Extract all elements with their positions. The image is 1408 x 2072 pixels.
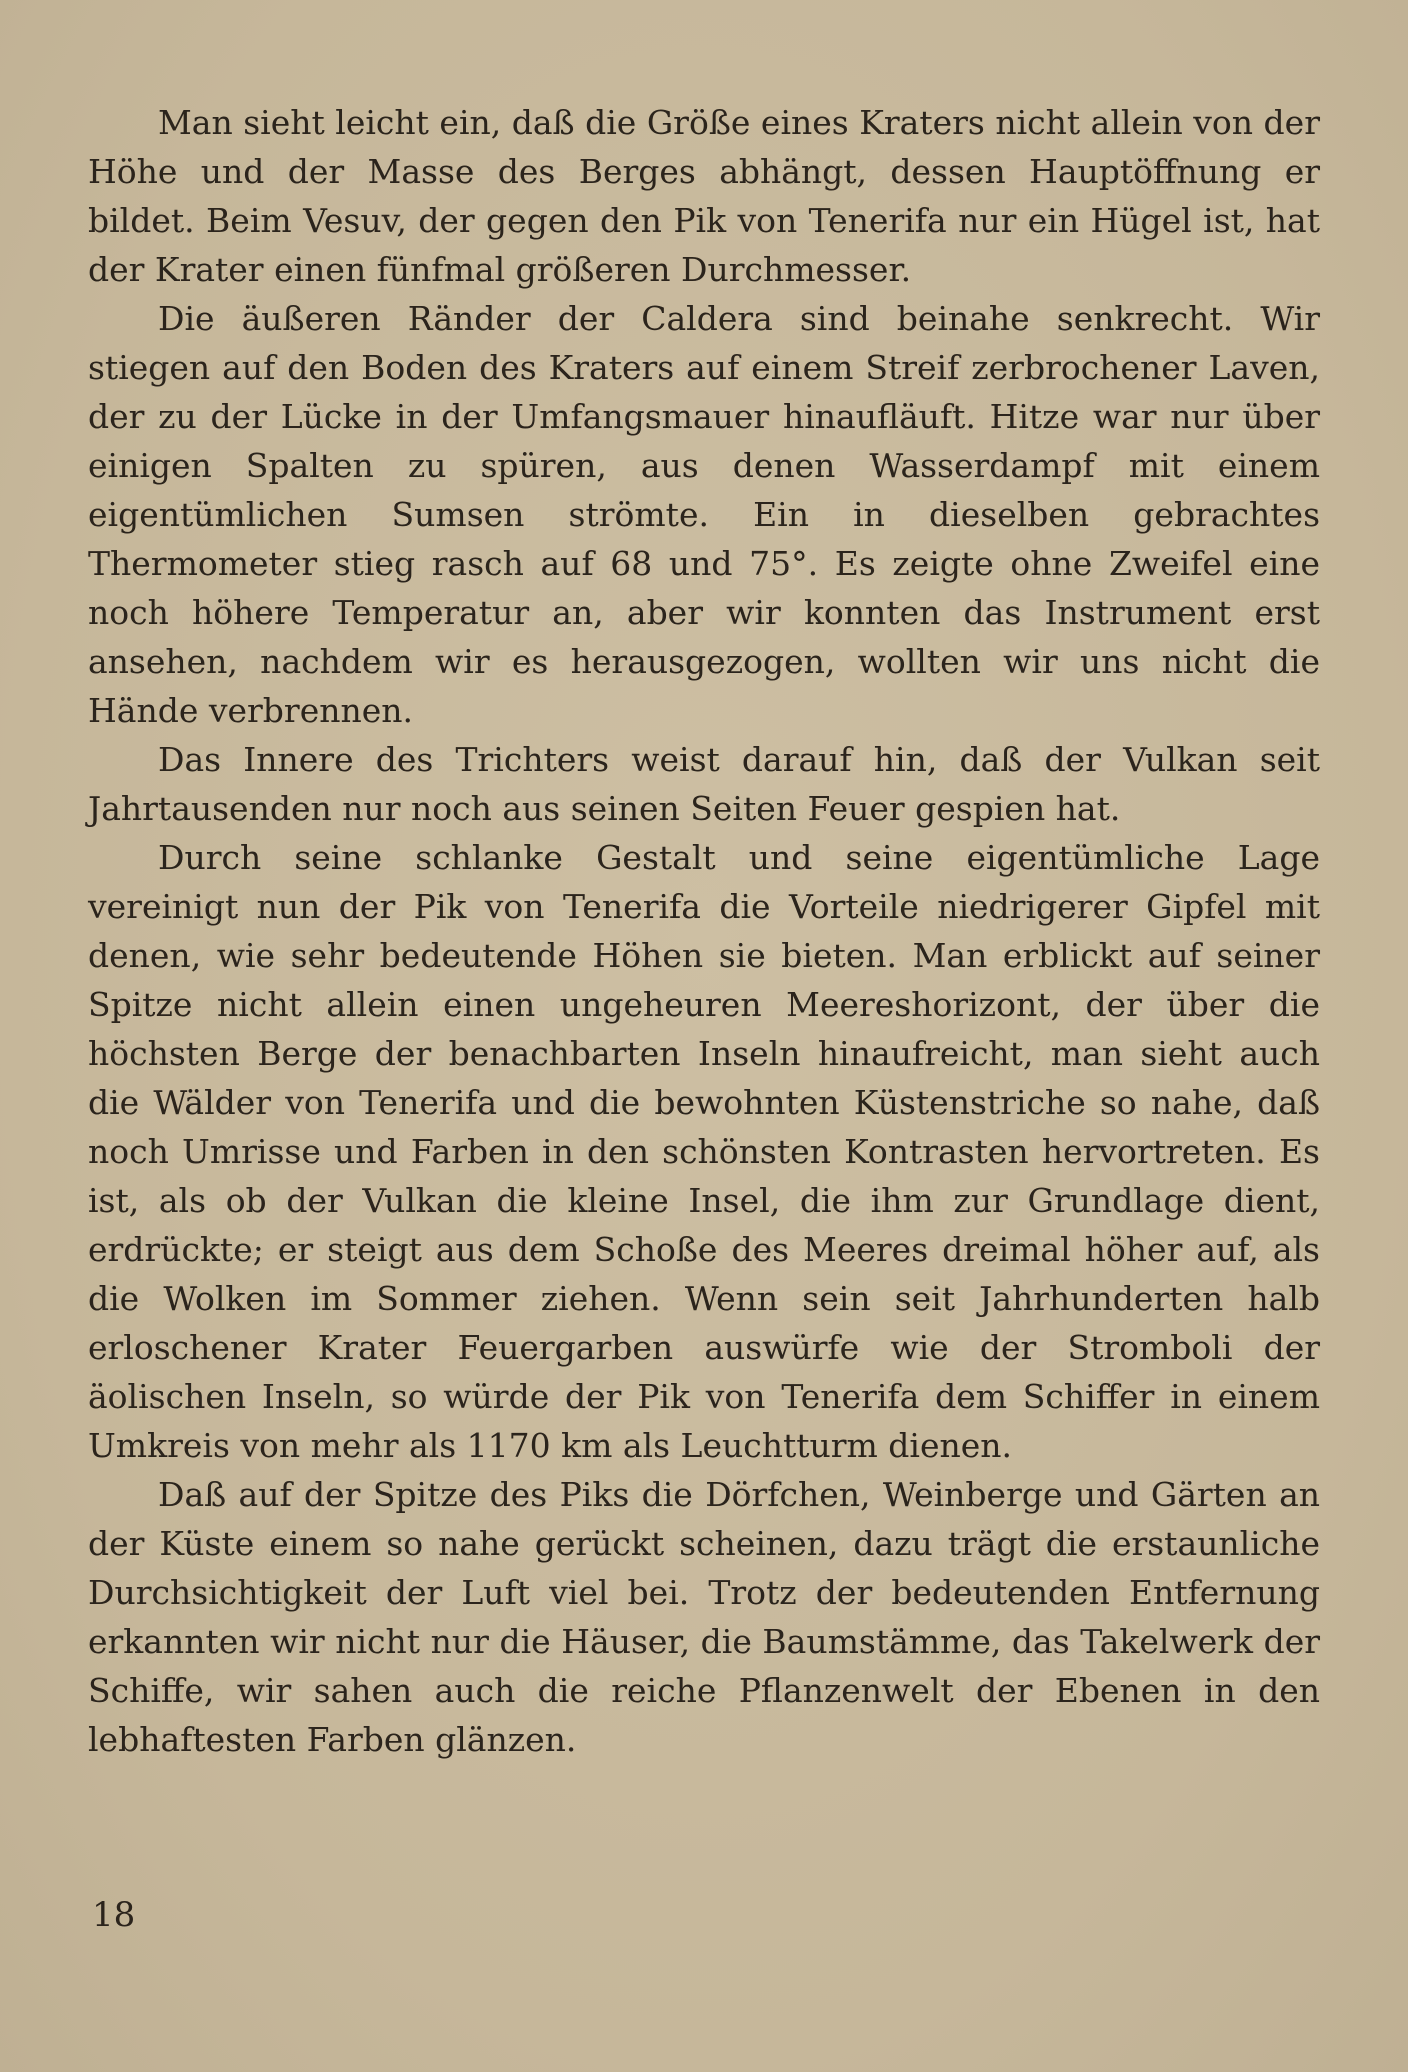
paragraph-1: Man sieht leicht ein, daß die Größe eines Kraters nicht allein von der Höhe und der Masse des Berges abhängt, dessen Hauptöffnung er bildet. Beim Vesuv, der gegen den Pik von Tenerifa nur ein Hügel ist, hat der Krater einen fünfmal größeren Durchmesser. xyxy=(88,103,1320,289)
body-text xyxy=(88,98,1320,1764)
paragraph-2: Die äußeren Ränder der Caldera sind beinahe senkrecht. Wir stiegen auf den Boden des Kraters auf einem Streif zerbrochener Laven, der zu der Lücke in der Umfangsmauer hinaufläuft. Hitze war nur über einigen Spalten zu spüren, aus denen Wasserdampf mit einem eigentümlichen Sumsen strömte. Ein in dieselben gebrachtes Thermometer stieg rasch auf 68 und 75°. Es zeigte ohne Zweifel eine noch höhere Temperatur an, aber wir konnten das Instrument erst ansehen, nachdem wir es herausgezogen, wollten wir uns nicht die Hände verbrennen. xyxy=(88,299,1320,730)
page-number: 18 xyxy=(92,1895,136,1935)
paragraph-4: Durch seine schlanke Gestalt und seine eigentümliche Lage vereinigt nun der Pik von Tenerifa die Vorteile niedrigerer Gipfel mit denen, wie sehr bedeutende Höhen sie bieten. Man erblickt auf seiner Spitze nicht allein einen ungeheuren Meereshorizont, der über die höchsten Berge der benachbarten Inseln hinaufreicht, man sieht auch die Wälder von Tenerifa und die bewohnten Küstenstriche so nahe, daß noch Umrisse und Farben in den schönsten Kontrasten hervortreten. Es ist, als ob der Vulkan die kleine Insel, die ihm zur Grundlage dient, erdrückte; er steigt aus dem Schoße des Meeres dreimal höher auf, als die Wolken im Sommer ziehen. Wenn sein seit Jahrhunderten halb erloschener Krater Feuergarben auswürfe wie der Stromboli der äolischen Inseln, so würde der Pik von Tenerifa dem Schiffer in einem Umkreis von mehr als 1170 km als Leuchtturm dienen. xyxy=(88,838,1320,1465)
paragraph-5: Daß auf der Spitze des Piks die Dörfchen, Weinberge und Gärten an der Küste einem so nahe gerückt scheinen, dazu trägt die erstaunliche Durchsichtigkeit der Luft viel bei. Trotz der bedeutenden Entfernung erkannten wir nicht nur die Häuser, die Baumstämme, das Takelwerk der Schiffe, wir sahen auch die reiche Pflanzenwelt der Ebenen in den lebhaftesten Farben glänzen. xyxy=(88,1475,1320,1759)
paragraph-3: Das Innere des Trichters weist darauf hin, daß der Vulkan seit Jahrtausenden nur noch aus seinen Seiten Feuer gespien hat. xyxy=(88,740,1320,828)
